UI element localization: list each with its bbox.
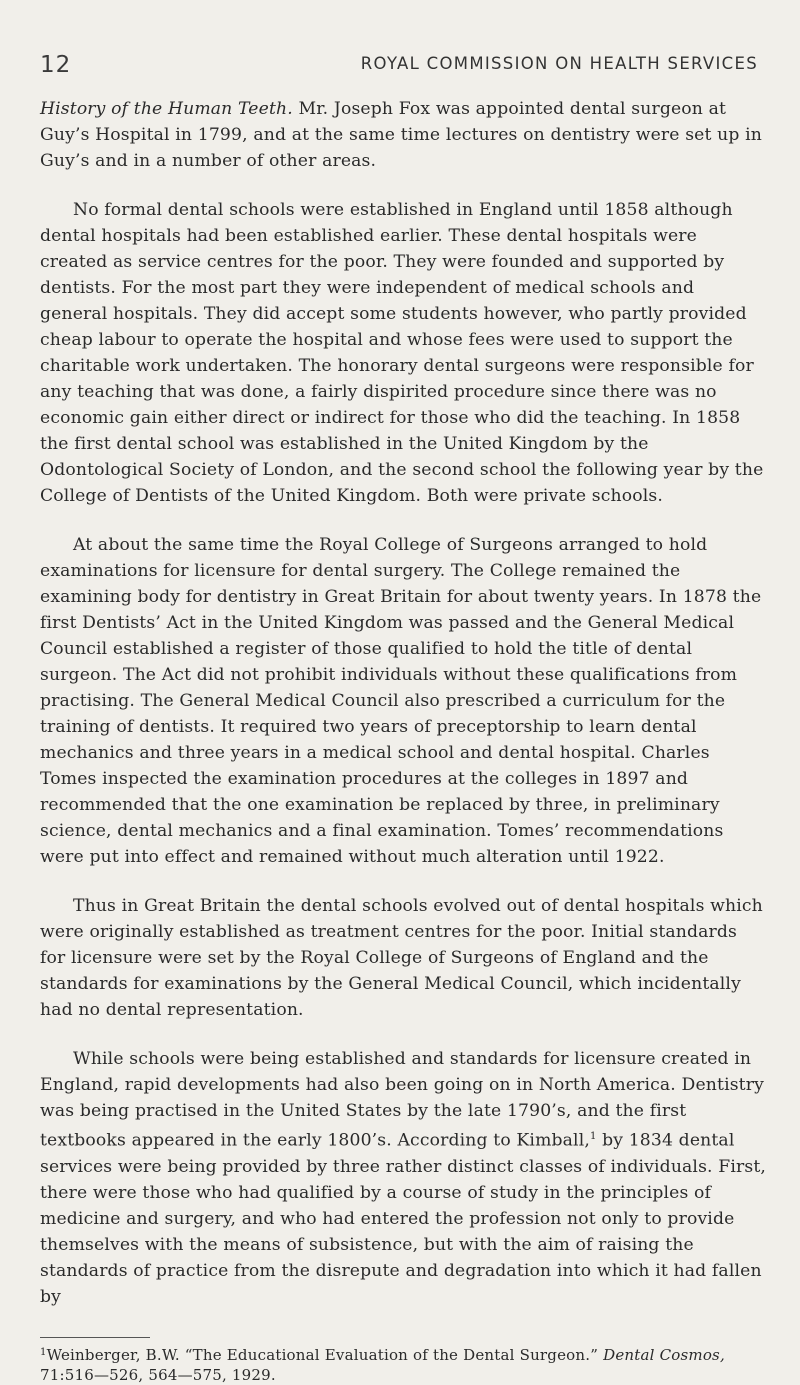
page-number: 12: [40, 52, 72, 78]
footnote-divider: [40, 1337, 150, 1338]
footnote-text-before: Weinberger, B.W. “The Educational Evaluation of the Dental Surgeon.”: [46, 1345, 604, 1364]
page-header: [40, 46, 766, 82]
running-head: ROYAL COMMISSION ON HEALTH SERVICES: [360, 54, 758, 73]
footnote-journal: Dental Cosmos,: [603, 1345, 725, 1364]
paragraph-4: Thus in Great Britain the dental schools evolved out of dental hospitals which were originally established as treatment centres for the poor. Initial standards for licensure were set by the Royal College of Surgeons of England and the standards for examinations by the General Medical Council, which incidentally had no dental representation.: [40, 896, 763, 1020]
paragraph-1-text: Mr. Joseph Fox was appointed dental surgeon at Guy’s Hospital in 1799, and at the same time lectures on dentistry were set up in Guy’s and in a number of other areas.: [40, 99, 763, 171]
paragraph-5-text-a: While schools were being established and standards for licensure created in England, rapid developments had also been going on in North America. Dentistry was being practised in the United States by the late 1790’s, and the first textbooks appeared in the early 1800’s. According to Kimball,: [40, 1049, 764, 1151]
paragraph-5-text-b: by 1834 dental services were being provided by three rather distinct classes of individuals. First, there were those who had qualified by a course of study in the principles of medicine and surgery, and who had entered the profession not only to provide themselves with the means of subsistence, but with the aim of raising the standards of practice from the disrepute and degradation into which it had fallen by: [40, 1130, 767, 1307]
body-text: [40, 96, 766, 1310]
footnote-reference: 1: [589, 1131, 597, 1142]
footnote-marker: 1: [40, 1346, 47, 1358]
paragraph-3: At about the same time the Royal College of Surgeons arranged to hold examinations for licensure for dental surgery. The College remained the examining body for dentistry in Great Britain for about twenty years. In 1878 the first Dentists’ Act in the United Kingdom was passed and the General Medical Council established a register of those qualified to hold the title of dental surgeon. The Act did not prohibit individuals without these qualifications from practising. The General Medical Council also prescribed a curriculum for the training of dentists. It required two years of preceptorship to learn dental mechanics and three years in a medical school and dental hospital. Charles Tomes inspected the examination procedures at the colleges in 1897 and recommended that the one examination be replaced by three, in preliminary science, dental mechanics and a final examination. Tomes’ recommendations were put into effect and remained without much alteration until 1922.: [40, 535, 762, 867]
book-title-fragment: History of the Human Teeth.: [40, 99, 293, 119]
footnote: [40, 1343, 766, 1385]
paragraph-2: No formal dental schools were established in England until 1858 although dental hospitals had been established earlier. These dental hospitals were created as service centres for the poor. They were founded and supported by dentists. For the most part they were independent of medical schools and general hospitals. They did accept some students however, who partly provided cheap labour to operate the hospital and whose fees were used to support the charitable work undertaken. The honorary dental surgeons were responsible for any teaching that was done, a fairly dispirited procedure since there was no economic gain either direct or indirect for those who did the teaching. In 1858 the first dental school was established in the United Kingdom by the Odontological Society of London, and the second school the following year by the College of Dentists of the United Kingdom. Both were private schools.: [40, 200, 764, 506]
paragraph-1: [40, 96, 766, 174]
footnote-text-after: 71:516—526, 564—575, 1929.: [40, 1365, 276, 1384]
paragraph-5: [40, 1046, 766, 1310]
